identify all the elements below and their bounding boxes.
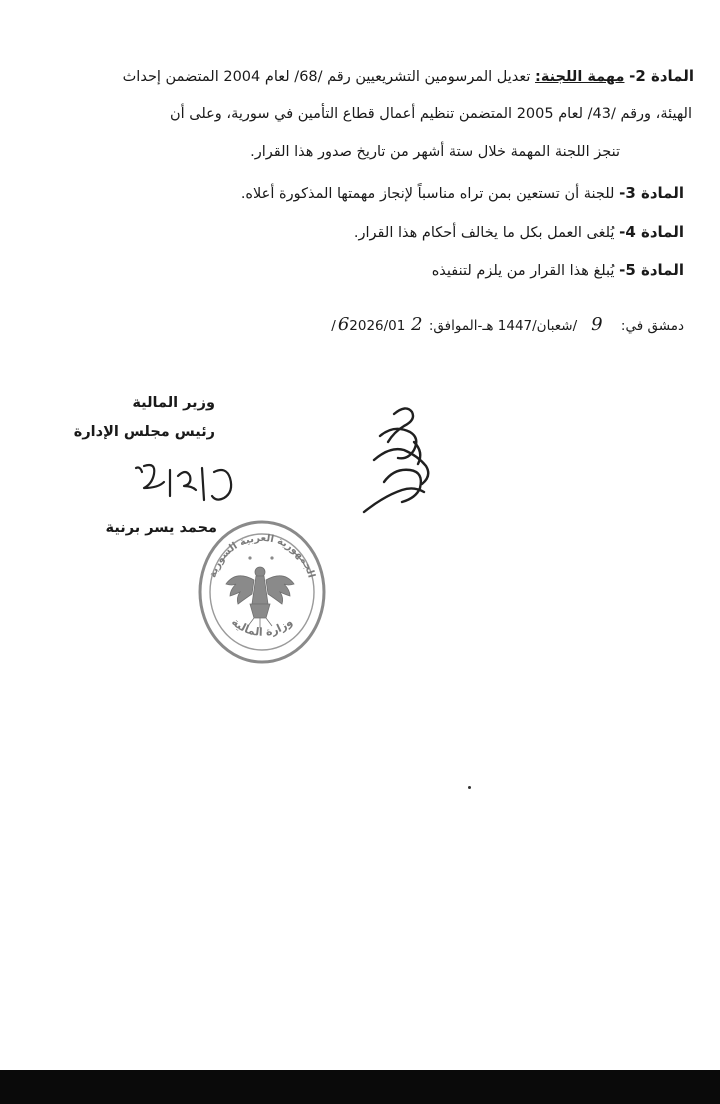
handwritten-reference-signature (130, 458, 250, 516)
article-4 (354, 222, 684, 243)
article-5 (432, 260, 684, 281)
minister-signature (354, 402, 450, 520)
seal-stars-icon (248, 556, 273, 559)
article-2-label: المادة 2- (629, 67, 694, 85)
article-2-line-3: تنجز اللجنة المهمة خلال ستة أشهر من تاريخ صدور هذا القرار. (250, 144, 620, 160)
article-4-label: المادة 4- (619, 223, 684, 241)
article-2-text-1: تعديل المرسومين التشريعيين رقم /68/ لعام 2004 المتضمن إحداث (122, 69, 531, 85)
article-3-label: المادة 3- (619, 184, 684, 202)
article-5-text: يُبلغ هذا القرار من يلزم لتنفيذه (431, 263, 615, 279)
screen-bottom-bar (0, 1070, 720, 1104)
gregorian-date-rest: 2026/01/ (331, 318, 406, 334)
hijri-date-rest: /شعبان/1447 هـ-الموافق: (428, 318, 578, 334)
article-2-heading: مهمة اللجنة: (535, 69, 625, 85)
article-2-line-2: الهيئة، ورقم /43/ لعام 2005 المتضمن تنظيم أعمال قطاع التأمين في سورية، وعلى أن (169, 106, 692, 122)
date-prefix: دمشق في: (620, 318, 684, 334)
signatory-name: محمد يسر برنية (105, 520, 217, 536)
article-2-line-1 (123, 66, 694, 87)
article-3 (241, 183, 684, 204)
date-line (331, 315, 684, 336)
seal-bottom-text: وزارة المالية (229, 615, 295, 639)
stray-ink-dot (468, 786, 471, 789)
svg-text:وزارة المالية (229, 615, 295, 638)
article-4-text: يُلغى العمل بكل ما يخالف أحكام هذا القرار. (353, 225, 615, 241)
gregorian-day-handwritten: 2 6 (337, 314, 423, 335)
seal-top-text: الجمهورية العربية السورية (207, 532, 317, 580)
article-5-label: المادة 5- (619, 261, 684, 279)
hijri-day-handwritten: 9 (591, 314, 603, 335)
article-3-text: للجنة أن تستعين بمن تراه مناسباً لإنجاز مهمتها المذكورة أعلاه. (240, 186, 615, 202)
signatory-title-2: رئيس مجلس الإدارة (73, 424, 215, 440)
ministry-of-finance-seal (196, 514, 328, 664)
signatory-title-1: وزير المالية (132, 395, 215, 411)
